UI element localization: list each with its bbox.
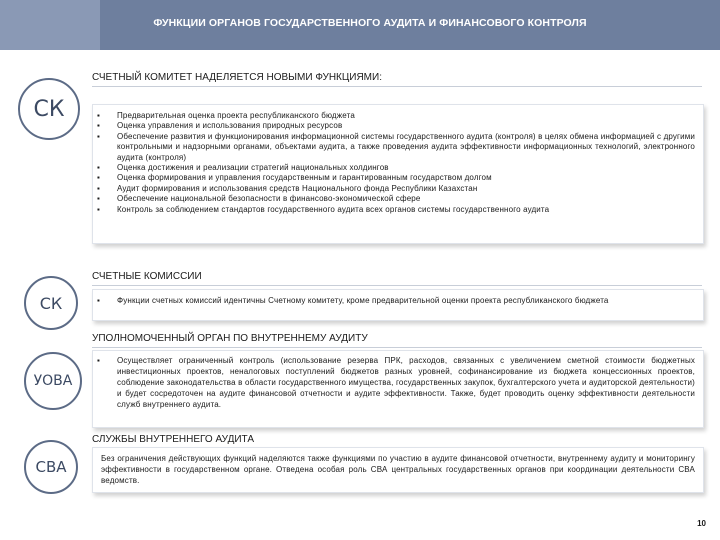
list-item-text: Функции счетных комиссий идентичны Счетному комитету, кроме предварительной оценки проекта республиканского бюджета: [117, 296, 609, 305]
committee-functions-panel: [92, 104, 704, 244]
list-item-text: Предварительная оценка проекта республиканского бюджета: [117, 111, 355, 120]
commissions-list: [95, 295, 695, 306]
internal-audit-services-text: Без ограничения действующих функций наделяются также функциями по участию в аудите финансовой отчетности, внутреннему аудиту и мониторингу эффективности в государственном органе. Отведена особая роль СВА центральных государственных органов при координации деятельности СВА ведомств.: [101, 454, 695, 485]
page-number: 10: [697, 519, 706, 528]
section-title-commissions: СЧЕТНЫЕ КОМИССИИ: [92, 271, 202, 282]
section-title-internal-audit-services: СЛУЖБЫ ВНУТРЕННЕГО АУДИТА: [92, 434, 254, 445]
committee-functions-list: [95, 111, 695, 215]
header-accent-block: [0, 0, 100, 50]
list-item: [95, 295, 695, 306]
list-item-text: Оценка управления и использования природных ресурсов: [117, 121, 343, 131]
list-item: [95, 111, 695, 121]
bullet-icon: ▪: [97, 194, 100, 204]
list-item: [95, 184, 695, 194]
internal-audit-services-panel: [92, 447, 704, 493]
badge-sk-committee: [18, 78, 80, 140]
list-item-text: Оценка формирования и управления государственным и гарантированным государством долгом: [117, 173, 492, 183]
page-title: ФУНКЦИИ ОРГАНОВ ГОСУДАРСТВЕННОГО АУДИТА И ФИНАНСОВОГО КОНТРОЛЯ: [153, 17, 587, 29]
list-item-text: Осуществляет ограниченный контроль (использование резерва ПРК, расходов, связанных с увеличением сметной стоимости бюджетных инвестиционных проектов, неналоговых поступлений бюджетов разных уровней, софинансирование из бюджета концессионных проектов, соблюдение законодательства в области государственного имущества, государственных закупок, бухгалтерского учета и аудиторской деятельности) и будет сосредоточен на аудите финансовой отчетности и аудите эффективности. Также, будет проводить оценку эффективности деятельности служб внутреннего аудита.: [117, 356, 695, 409]
list-item: [95, 121, 695, 131]
badge-label: СК: [39, 293, 63, 313]
badge-uova: [24, 352, 82, 410]
section-divider: [92, 285, 702, 286]
bullet-icon: ▪: [97, 131, 100, 141]
bullet-icon: ▪: [97, 173, 100, 183]
section-title-committee: СЧЕТНЫЙ КОМИТЕТ НАДЕЛЯЕТСЯ НОВЫМИ ФУНКЦИЯМИ:: [92, 72, 382, 83]
badge-label: СВА: [35, 458, 67, 476]
bullet-icon: ▪: [97, 356, 100, 365]
commissions-panel: [92, 289, 704, 321]
list-item-text: Аудит формирования и использования средств Национального фонда Республики Казахстан: [117, 183, 478, 193]
bullet-icon: ▪: [97, 111, 100, 120]
bullet-icon: ▪: [97, 296, 100, 305]
badge-label: УОВА: [33, 373, 73, 389]
list-item: [95, 132, 695, 163]
bullet-icon: ▪: [97, 121, 100, 131]
list-item-text: Контроль за соблюдением стандартов государственного аудита всех органов системы государственного аудита: [117, 204, 550, 214]
section-title-internal-audit-authority: УПОЛНОМОЧЕННЫЙ ОРГАН ПО ВНУТРЕННЕМУ АУДИТУ: [92, 333, 368, 344]
list-item: [95, 163, 695, 173]
badge-sk-commissions: [24, 276, 78, 330]
bullet-icon: ▪: [97, 204, 100, 214]
bullet-icon: ▪: [97, 163, 100, 173]
list-item: [95, 355, 695, 410]
badge-sva: [24, 440, 78, 494]
internal-audit-authority-panel: [92, 350, 704, 428]
list-item-text: Обеспечение национальной безопасности в финансово-экономической сфере: [117, 194, 421, 204]
list-item: [95, 173, 695, 183]
list-item: [95, 194, 695, 204]
section-divider: [92, 86, 702, 87]
internal-audit-authority-list: [95, 355, 695, 410]
section-divider: [92, 347, 702, 348]
bullet-icon: ▪: [97, 183, 100, 193]
header-bar: [0, 0, 720, 50]
list-item: [95, 205, 695, 215]
list-item-text: Обеспечение развития и функционирования информационной системы государственного аудита (контроля) в целях обмена информацией с другими контрольными и надзорными органами, объектами аудита, а также проведения аудита эффективности информационных технологий, электронного аудита (контроля): [117, 131, 695, 162]
list-item-text: Оценка достижения и реализации стратегий национальных холдингов: [117, 163, 389, 173]
badge-label: СК: [33, 96, 65, 122]
